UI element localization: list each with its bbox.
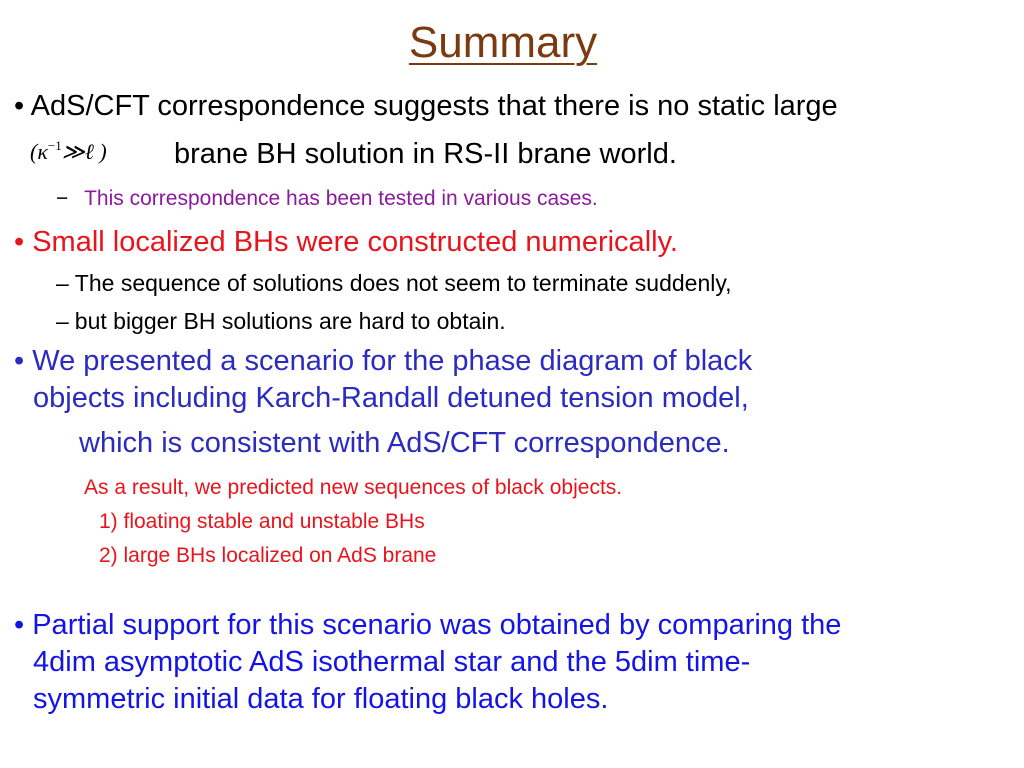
subpoint-text: The sequence of solutions does not seem to terminate suddenly, bbox=[74, 270, 732, 296]
bullet-marker: • bbox=[14, 609, 25, 641]
slide-title: Summary bbox=[408, 18, 598, 67]
kappa-formula bbox=[30, 138, 107, 165]
bullet-1-line-2: brane BH solution in RS-II brane world. bbox=[174, 138, 677, 170]
formula-rest: ≫ℓ ) bbox=[61, 139, 107, 164]
sub-dash: − bbox=[56, 187, 69, 210]
bullet-3-item-2: 2) large BHs localized on AdS brane bbox=[99, 544, 437, 567]
bullet-4-text: Partial support for this scenario was obtained by comparing the bbox=[32, 609, 842, 641]
bullet-marker: • bbox=[14, 226, 25, 258]
bullet-2-subpoint-2 bbox=[56, 307, 506, 335]
bullet-1-line-1 bbox=[14, 89, 838, 123]
bullet-1-subpoint bbox=[56, 186, 598, 212]
bullet-marker: • bbox=[14, 345, 25, 377]
bullet-2 bbox=[14, 225, 678, 259]
sub-dash: – bbox=[56, 308, 69, 334]
bullet-3-line-2: objects including Karch-Randall detuned tension model, bbox=[33, 382, 749, 414]
bullet-4-line-3: symmetric initial data for floating black holes. bbox=[33, 683, 609, 715]
bullet-2-text: Small localized BHs were constructed numerically. bbox=[32, 226, 678, 258]
bullet-3-item-1: 1) floating stable and unstable BHs bbox=[99, 510, 425, 533]
subpoint-text: This correspondence has been tested in various cases. bbox=[84, 187, 598, 210]
bullet-4-line-1 bbox=[14, 608, 841, 642]
bullet-2-subpoint-1 bbox=[56, 269, 732, 297]
formula-exponent: −1 bbox=[47, 138, 62, 153]
bullet-3-result: As a result, we predicted new sequences of black objects. bbox=[84, 476, 623, 499]
bullet-3-line-1 bbox=[14, 344, 752, 378]
subpoint-text: but bigger BH solutions are hard to obtain. bbox=[74, 308, 506, 334]
bullet-3-line-3: which is consistent with AdS/CFT correspondence. bbox=[79, 427, 730, 459]
bullet-marker: • bbox=[14, 90, 25, 122]
sub-dash: – bbox=[56, 270, 69, 296]
bullet-4-line-2: 4dim asymptotic AdS isothermal star and the 5dim time- bbox=[33, 646, 751, 678]
formula-open: (κ bbox=[30, 139, 48, 164]
bullet-3-text: We presented a scenario for the phase diagram of black bbox=[32, 345, 753, 377]
bullet-1-text: AdS/CFT correspondence suggests that there is no static large bbox=[30, 90, 838, 122]
